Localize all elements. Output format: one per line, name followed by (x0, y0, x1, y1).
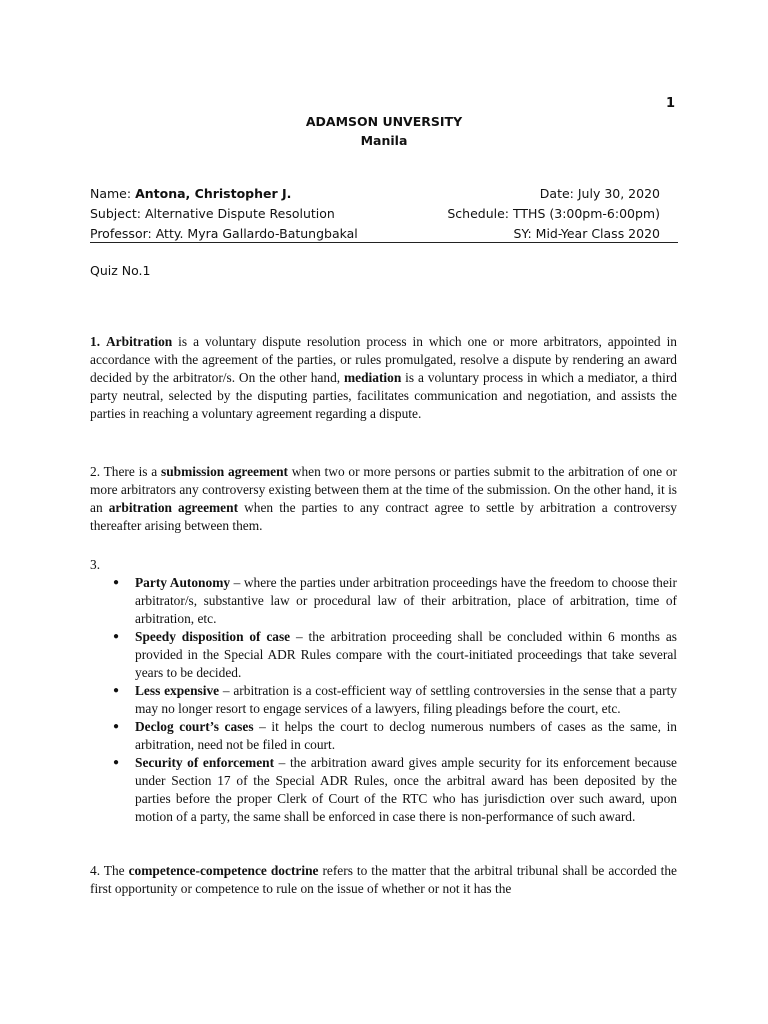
bullet-icon: ● (113, 577, 120, 588)
header-divider (90, 242, 678, 243)
list-item: ● Security of enforcement – the arbitration award gives ample security for its enforcement because under Section 17 of the Special ADR Rules, once the arbitral award has been deposited by the parties before the proper Clerk of Court of the RTC who has jurisdiction over such award, upon motion of a party, the same shall be enforced in case there is non-performance of such award. (113, 755, 677, 824)
answer-3-number: 3. (90, 557, 101, 572)
header-row-name (90, 186, 660, 201)
subject: Subject: Alternative Dispute Resolution (90, 206, 335, 221)
advantages-list (90, 574, 677, 826)
schedule: Schedule: TTHS (3:00pm-6:00pm) (447, 206, 660, 221)
answer-4: 4. The competence-competence doctrine refers to the matter that the arbitral tribunal shall be accorded the first opportunity or competence to rule on the issue of whether or not it has the (90, 863, 677, 896)
student-name: Name: Antona, Christopher J. (90, 186, 292, 201)
quiz-date: Date: July 30, 2020 (539, 186, 660, 201)
university-city: Manila (360, 133, 408, 148)
list-item: ● Less expensive – arbitration is a cost-efficient way of settling controversies in the sense that a party may no longer resort to engage services of a lawyers, filing pleadings before the court, etc. (113, 683, 677, 716)
professor: Professor: Atty. Myra Gallardo-Batungbakal (90, 226, 358, 241)
list-item: ● Party Autonomy – where the parties under arbitration proceedings have the freedom to choose their arbitrator/s, substantive law or procedural law of their arbitration, place of arbitration, time of arbitration, etc. (113, 575, 677, 626)
bullet-icon: ● (113, 721, 120, 732)
bullet-icon: ● (113, 685, 120, 696)
page-number: 1 (666, 96, 676, 111)
bullet-icon: ● (113, 631, 120, 642)
bullet-icon: ● (113, 757, 120, 768)
answer-2: 2. There is a submission agreement when two or more persons or parties submit to the arbitration of one or more arbitrators any controversy existing between them at the time of the submission. On the other hand, it is an arbitration agreement when the parties to any contract agree to settle by arbitration a controversy thereafter arising between them. (90, 464, 677, 533)
quiz-title: Quiz No.1 (90, 263, 151, 278)
school-year: SY: Mid-Year Class 2020 (513, 226, 660, 241)
list-item: ● Declog court’s cases – it helps the court to declog numerous numbers of cases as the same, in arbitration, need not be filed in court. (113, 719, 677, 752)
header-row-professor (90, 226, 660, 241)
list-item: ● Speedy disposition of case – the arbitration proceeding shall be concluded within 6 months as provided in the Special ADR Rules compare with the court-initiated proceedings that take several years to be decided. (113, 629, 677, 680)
university-name: ADAMSON UNVERSITY (305, 114, 463, 129)
answer-1: 1. Arbitration is a voluntary dispute resolution process in which one or more arbitrators, appointed in accordance with the agreement of the parties, or rules promulgated, resolve a dispute by rendering an award decided by the arbitrator/s. On the other hand, mediation is a voluntary process in which a mediator, a third party neutral, selected by the disputing parties, facilitates communication and negotiation, and assists the parties in reaching a voluntary agreement regarding a dispute. (90, 334, 677, 421)
answer-3 (90, 556, 677, 826)
header-row-subject (90, 206, 660, 221)
